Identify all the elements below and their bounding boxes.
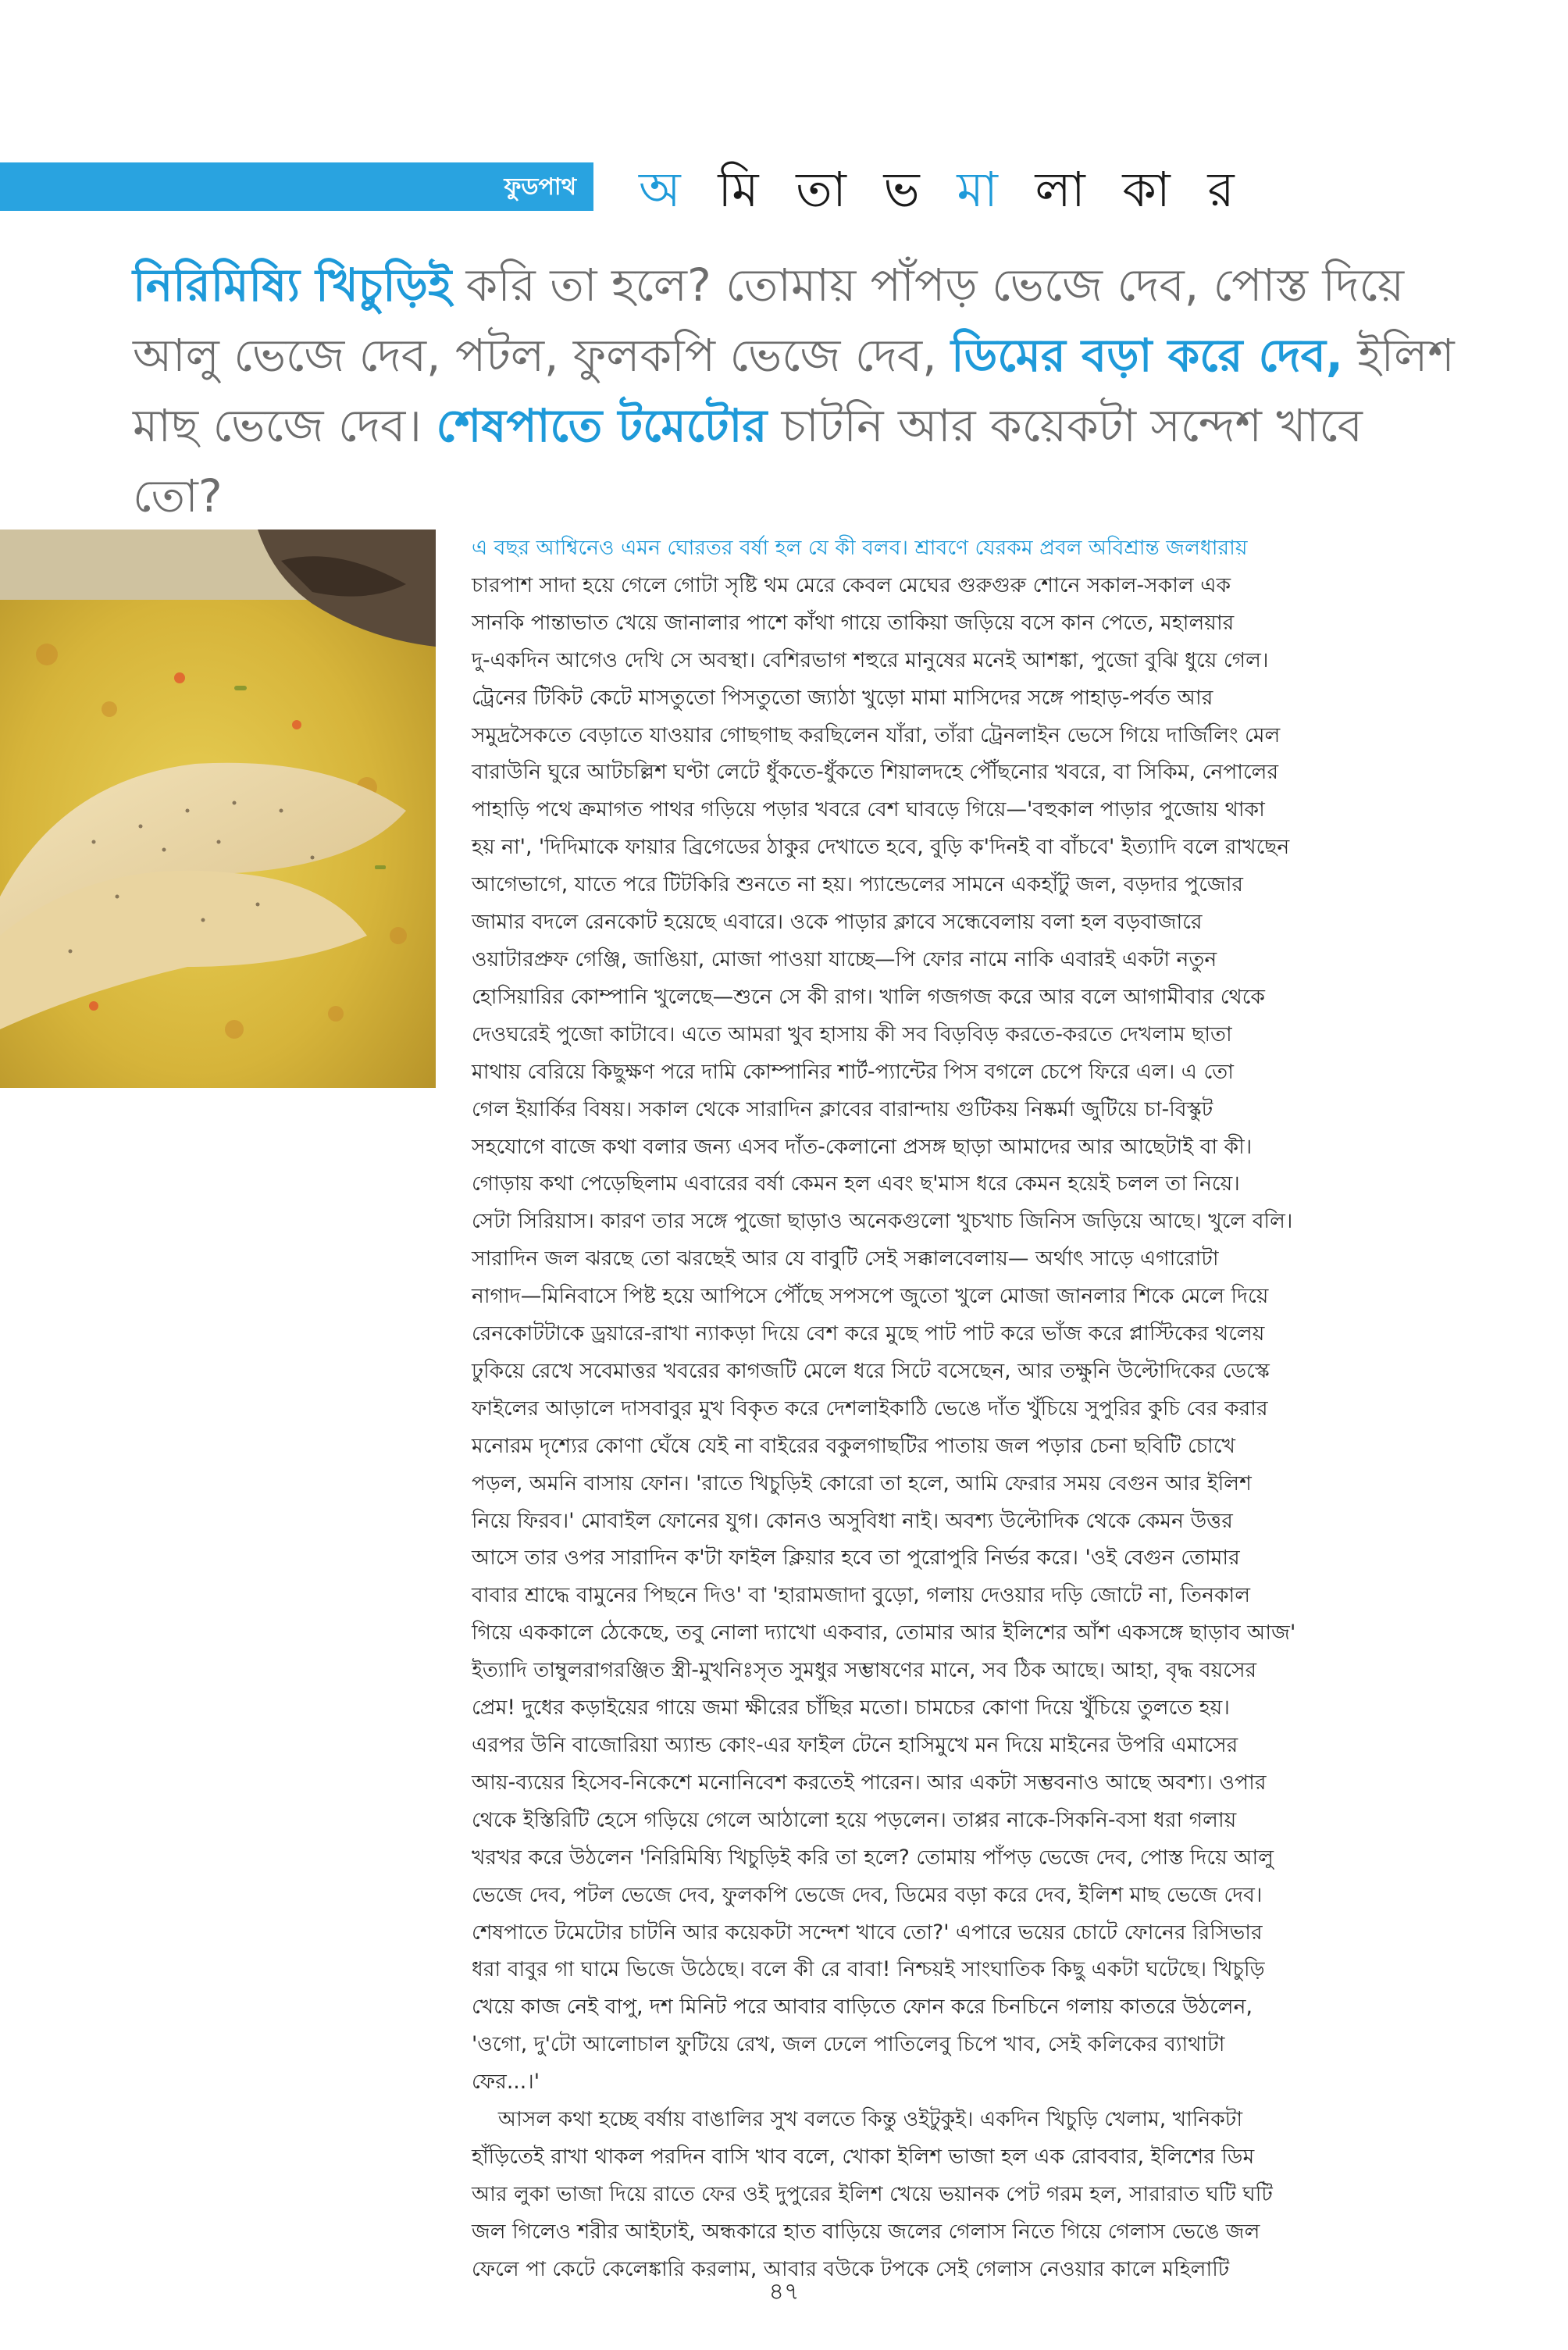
pull-quote-highlight-1: নিরিমিষ্যি খিচুড়িই <box>133 259 452 312</box>
pull-quote-highlight-2: ডিমের বড়া করে দেব, <box>951 329 1343 382</box>
pull-quote-text-3: চাটনি আর কয়েকটা সন্দেশ খাবে তো? <box>133 399 1363 522</box>
pull-quote-text-1: করি তা হলে? তোমায় পাঁপড় ভেজে দেব, পোস্ত দিয়ে আলু ভেজে দেব, পটল, ফুলকপি ভেজে দেব, <box>133 259 1405 382</box>
article-body <box>472 530 1465 2288</box>
author-name <box>639 153 1245 216</box>
page-number: ৪৭ <box>768 2278 800 2305</box>
author-name-part-4: লা কা র <box>1035 161 1245 218</box>
section-header-bar <box>0 162 593 211</box>
author-name-accent-1: অ <box>639 161 692 218</box>
pull-quote <box>133 250 1460 531</box>
khichuri-photo-illustration <box>0 530 436 1088</box>
author-name-accent-2: মা <box>957 161 1009 218</box>
article-text: চারপাশ সাদা হয়ে গেলে গোটা সৃষ্টি থম মেরে কেবল মেঘের গুরুগুরু শোনে সকাল-সকাল এক সানকি পান্তাভাত খেয়ে জানালার পাশে কাঁথা গায়ে তাকিয়া জড়িয়ে বসে কান পেতে, মহালয়ার দু-একদিন আগেও দেখি সে অবস্থা। বেশিরভাগ শহুরে মানুষের মনেই আশঙ্কা, পুজো বুঝি ধুয়ে গেল। ট্রেনের টিকিট কেটে মাসতুতো পিসতুতো জ্যাঠা খুড়ো মামা মাসিদের সঙ্গে পাহাড়-পর্বত আর সমুদ্রসৈকতে বেড়াতে যাওয়ার গোছগাছ করছিলেন যাঁরা, তাঁরা ট্রেনলাইন ভেসে গিয়ে দার্জিলিং মেল বারাউনি ঘুরে আটচল্লিশ ঘণ্টা লেটে ধুঁকতে-ধুঁকতে শিয়ালদহে পৌঁছনোর খবরে, বা সিকিম, নেপালের পাহাড়ি পথে ক্রমাগত পাথর গড়িয়ে পড়ার খবরে বেশ ঘাবড়ে গিয়ে—'বহুকাল পাড়ার পুজোয় থাকা হয় না', 'দিদিমাকে ফায়ার ব্রিগেডের ঠাকুর দেখাতে হবে, বুড়ি ক'দিনই বা বাঁচবে' ইত্যাদি বলে রাখছেন আগেভাগে, যাতে পরে টিটকিরি শুনতে না হয়। প্যান্ডেলের সামনে একহাঁটু জল, বড়দার পুজোর জামার বদলে রেনকোট হয়েছে এবারে। ওকে পাড়ার ক্লাবে সন্ধেবেলায় বলা হল বড়বাজারে ওয়াটারপ্রুফ গেঞ্জি, জাঙিয়া, মোজা পাওয়া যাচ্ছে—পি ফোর নামে নাকি এবারই একটা নতুন হোসিয়ারির কোম্পানি খুলেছে—শুনে সে কী রাগ। খালি গজগজ করে আর বলে আগামীবার থেকে দেওঘরেই পুজো কাটাবে। এতে আমরা খুব হাসায় কী সব বিড়বিড় করতে-করতে দেখলাম ছাতা মাথায় বেরিয়ে কিছুক্ষণ পরে দামি কোম্পানির শার্ট-প্যান্টের পিস বগলে চেপে ফিরে এল। এ তো গেল ইয়ার্কির বিষয়। সকাল থেকে সারাদিন ক্লাবের বারান্দায় গুটিকয় নিষ্কর্মা জুটিয়ে চা-বিস্কুট সহযোগে বাজে কথা বলার জন্য এসব দাঁত-কেলানো প্রসঙ্গ ছাড়া আমাদের আর আছেটাই বা কী। গোড়ায় কথা পেড়েছিলাম এবারের বর্ষা কেমন হল এবং ছ'মাস ধরে কেমন হয়েই চলল তা নিয়ে। সেটা সিরিয়াস। কারণ তার সঙ্গে পুজো ছাড়াও অনেকগুলো খুচখাচ জিনিস জড়িয়ে আছে। খুলে বলি। সারাদিন জল ঝরছে তো ঝরছেই আর যে বাবুটি সেই সক্কালবেলায়— অর্থাৎ সাড়ে এগারোটা নাগাদ—মিনিবাসে পিষ্ট হয়ে আপিসে পৌঁছে সপসপে জুতো খুলে মোজা জানলার শিকে মেলে দিয়ে রেনকোটটাকে ড্রয়ারে-রাখা ন্যাকড়া দিয়ে বেশ করে মুছে পাট পাট করে ভাঁজ করে প্লাস্টিকের থলেয় ঢুকিয়ে রেখে সবেমাত্তর খবরের কাগজটি মেলে ধরে সিটে বসেছেন, আর তক্ষুনি উল্টোদিকের ডেস্কে ফাইলের আড়ালে দাসবাবুর মুখ বিকৃত করে দেশলাইকাঠি ভেঙে দাঁত খুঁচিয়ে সুপুরির কুচি বের করার মনোরম দৃশ্যের কোণা ঘেঁষে যেই না বাইরের বকুলগাছটির পাতায় জল পড়ার চেনা ছবিটি চোখে পড়ল, অমনি বাসায় ফোন। 'রাতে খিচুড়িই কোরো তা হলে, আমি ফেরার সময় বেগুন আর ইলিশ নিয়ে ফিরব।' মোবাইল ফোনের যুগ। কোনও অসুবিধা নাই। অবশ্য উল্টোদিক থেকে কেমন উত্তর আসে তার ওপর সারাদিন ক'টা ফাইল ক্লিয়ার হবে তা পুরোপুরি নির্ভর করে। 'ওই বেগুন তোমার বাবার শ্রাদ্ধে বামুনের পিছনে দিও' বা 'হারামজাদা বুড়ো, গলায় দেওয়ার দড়ি জোটে না, তিনকাল গিয়ে এককালে ঠেকেছে, তবু নোলা দ্যাখো একবার, তোমার আর ইলিশের আঁশ একসঙ্গে ছাড়াব আজ' ইত্যাদি তাম্বুলরাগরঞ্জিত স্ত্রী-মুখনিঃসৃত সুমধুর সম্ভাষণের মানে, সব ঠিক আছে। আহা, বৃদ্ধ বয়সের প্রেম! দুধের কড়াইয়ের গায়ে জমা ক্ষীরের চাঁছির মতো। চামচের কোণা দিয়ে খুঁচিয়ে তুলতে হয়। এরপর উনি বাজোরিয়া অ্যান্ড কোং-এর ফাইল টেনে হাসিমুখে মন দিয়ে মাইনের উপরি এমাসের আয়-ব্যয়ের হিসেব-নিকেশে মনোনিবেশ করতেই পারেন। আর একটা সম্ভবনাও আছে অবশ্য। ওপার থেকে ইস্তিরিটি হেসে গড়িয়ে গেলে আঠালো হয়ে পড়লেন। তাপ্পর নাকে-সিকনি-বসা ধরা গলায় খরখর করে উঠলেন 'নিরিমিষ্যি খিচুড়িই করি তা হলে? তোমায় পাঁপড় ভেজে দেব, পোস্ত দিয়ে আলু ভেজে দেব, পটল ভেজে দেব, ফুলকপি ভেজে দেব, ডিমের বড়া করে দেব, ইলিশ মাছ ভেজে দেব। শেষপাতে টমেটোর চাটনি আর কয়েকটা সন্দেশ খাবে তো?' এপারে ভয়ের চোটে ফোনের রিসিভার ধরা বাবুর গা ঘামে ভিজে উঠেছে। বলে কী রে বাবা! নিশ্চয়ই সাংঘাতিক কিছু একটা ঘটেছে। খিচুড়ি খেয়ে কাজ নেই বাপু, দশ মিনিট পরে আবার বাড়িতে ফোন করে চিনচিনে গলায় কাতরে উঠলেন, 'ওগো, দু'টো আলোচাল ফুটিয়ে রেখ, জল ঢেলে পাতিলেবু চিপে খাব, সেই কলিকের ব্যাথাটা ফের...।' আসল কথা হচ্ছে বর্ষায় বাঙালির সুখ বলতে কিন্তু ওইটুকুই। একদিন খিচুড়ি খেলাম, খানিকটা হাঁড়িতেই রাখা থাকল পরদিন বাসি খাব বলে, খোকা ইলিশ ভাজা হল এক রোববার, ইলিশের ডিম আর লুকা ভাজা দিয়ে রাতে ফের ওই দুপুরের ইলিশ খেয়ে ভয়ানক পেট গরম হল, সারারাত ঘটি ঘটি জল গিলেও শরীর আইঢাই, অন্ধকারে হাত বাড়িয়ে জলের গেলাস নিতে গিয়ে গেলাস ভেঙে জল ফেলে পা কেটে কেলেঙ্কারি করলাম, আবার বউকে টপকে সেই গেলাস নেওয়ার কালে মহিলাটি <box>472 572 1296 2281</box>
author-name-part-2: মি তা ভ <box>718 161 931 218</box>
article-lead-line: এ বছর আশ্বিনেও এমন ঘোরতর বর্ষা হল যে কী বলব। শ্রাবণে যেরকম প্রবল অবিশ্রান্ত জলধারায় <box>472 536 1248 560</box>
khichuri-photo <box>0 530 436 1088</box>
section-label: ফুডপাথ <box>504 173 576 201</box>
pull-quote-text-2: ইলিশ মাছ ভেজে দেব। <box>133 329 1455 452</box>
pull-quote-highlight-3: শেষপাতে টমেটোর <box>436 399 768 452</box>
